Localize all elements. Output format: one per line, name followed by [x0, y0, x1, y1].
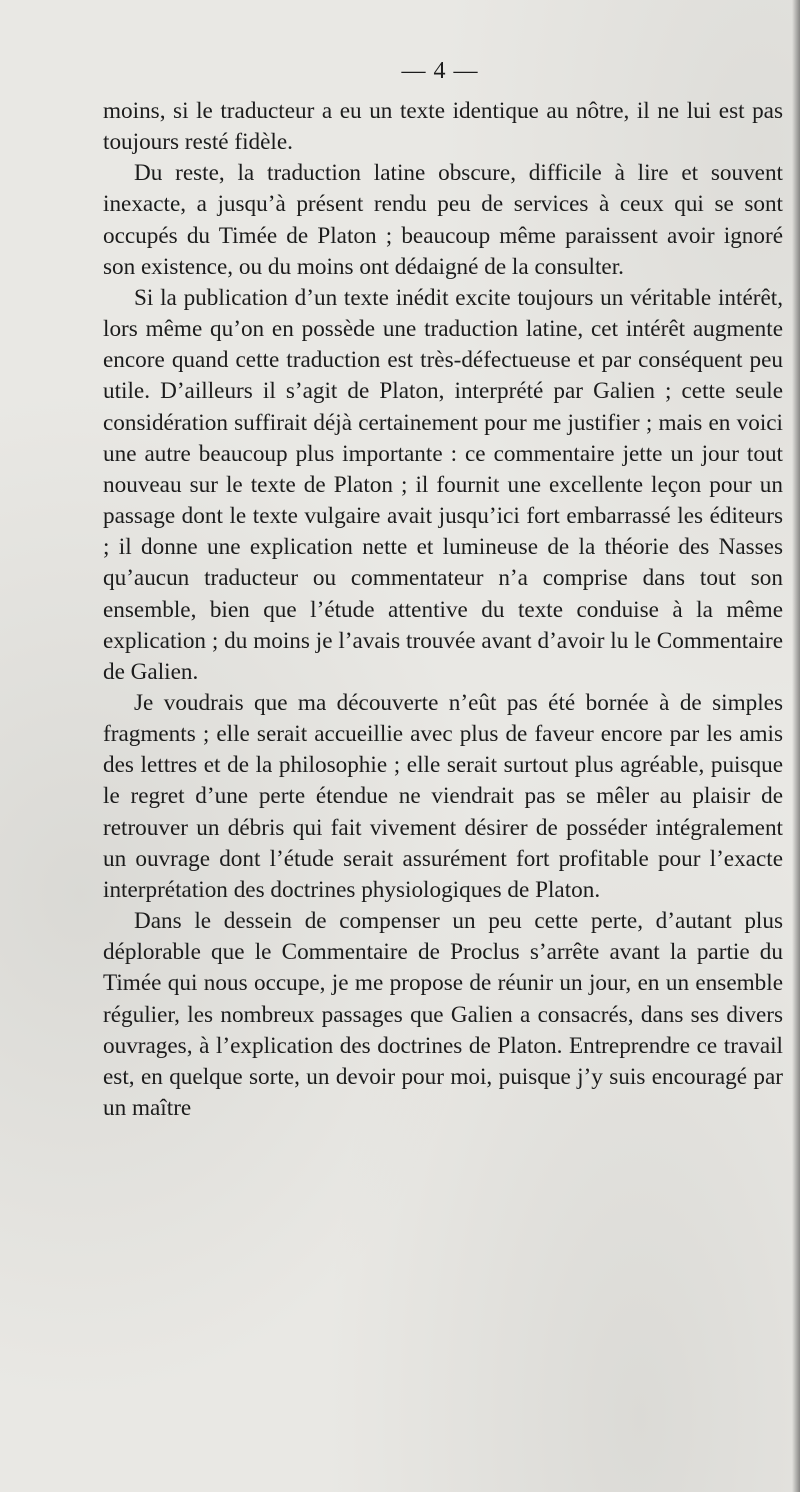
paragraph-5: Dans le dessein de compenser un peu cette perte, d’autant plus déplorable que le Commentaire de Proclus s’arrête avant la partie du Timée qui nous occupe, je me propose de réunir un jour, en un ensemble régulier, les nombreux passages que Galien a consacrés, dans ses divers ouvrages, à l’explication des doctrines de Platon. Entreprendre ce travail est, en quelque sorte, un devoir pour moi, puisque j’y suis encouragé par un maître — [103, 908, 783, 1121]
paragraph-4: Je voudrais que ma découverte n’eût pas été bornée à de simples fragments ; elle serait accueillie avec plus de faveur encore par les amis des lettres et de la philosophie ; elle serait surtout plus agréable, puisque le regret d’une perte étendue ne viendrait pas se mêler au plaisir de retrouver un débris qui fait vivement désirer de posséder intégralement un ouvrage dont l’étude serait assurément fort profitable pour l’exacte interprétation des doctrines physiologiques de Platon. — [103, 689, 783, 903]
paragraph-1: moins, si le traducteur a eu un texte identique au nôtre, il ne lui est pas toujours resté fidèle. — [103, 98, 783, 156]
page-number: — 4 — — [401, 58, 479, 84]
body-text — [103, 96, 783, 1124]
paragraph-3: Si la publication d’un texte inédit excite toujours un véritable intérêt, lors même qu’on en possède une traduction latine, cet intérêt augmente encore quand cette traduction est très-défectueuse et par conséquent peu utile. D’ailleurs il s’agit de Platon, interprété par Galien ; cette seule considération suffirait déjà certainement pour me justifier ; mais en voici une autre beaucoup plus importante : ce commentaire jette un jour tout nouveau sur le texte de Platon ; il fournit une excellente leçon pour un passage dont le texte vulgaire avait jusqu’ici fort embarrassé les éditeurs ; il donne une explication nette et lumineuse de la théorie des Nasses qu’aucun traducteur ou commentateur n’a comprise dans tout son ensemble, bien que l’étude attentive du texte conduise à la même explication ; du moins je l’avais trouvée avant d’avoir lu le Commentaire de Galien. — [103, 284, 783, 685]
page-edge-shadow — [792, 0, 800, 1492]
paragraph-2: Du reste, la traduction latine obscure, difficile à lire et souvent inexacte, a jusqu’à présent rendu peu de services à ceux qui se sont occupés du Timée de Platon ; beaucoup même paraissent avoir ignoré son existence, ou du moins ont dédaigné de la consulter. — [103, 160, 783, 280]
